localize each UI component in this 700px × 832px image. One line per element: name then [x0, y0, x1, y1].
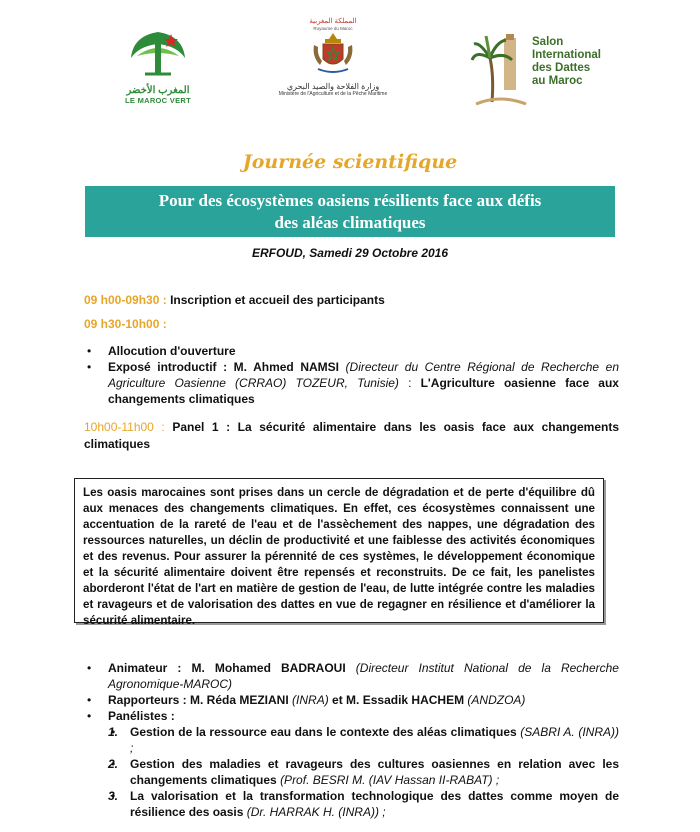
list-item: • Exposé introductif : M. Ahmed NAMSI (Directeur du Centre Régional de Recherche en Agriculture Oasienne (CRRAO) TOZEUR, Tunisie) : L'Agriculture oasienne face aux changements climatiques	[84, 359, 619, 407]
panelists-label: Panélistes :	[108, 709, 175, 723]
slot-registration	[84, 293, 385, 307]
list-item: • Allocution d'ouverture	[84, 343, 619, 359]
keynote-lead: Exposé introductif : M. Ahmed NAMSI	[108, 360, 339, 374]
opening-list	[84, 343, 619, 407]
royaume-latin: Royaume du Maroc	[313, 26, 353, 31]
list-item: • Rapporteurs : M. Réda MEZIANI (INRA) et M. Essadik HACHEM (ANDZOA)	[84, 692, 619, 708]
salon-dattes-text: Salon International des Dattes au Maroc	[532, 36, 602, 87]
royaume-arabic: المملكة المغربية	[309, 18, 357, 25]
maroc-vert-logo	[118, 26, 198, 116]
coat-of-arms-icon	[310, 31, 356, 75]
keynote-topic: L'Agriculture oasienne face aux changements climatiques	[108, 376, 619, 406]
salon-dattes-logo	[470, 32, 620, 112]
moderator-lead: Animateur : M. Mohamed BADRAOUI	[108, 661, 346, 675]
panel-abstract-box: Les oasis marocaines sont prises dans un cercle de dégradation et de perte d'équilibre dû aux menaces des changements climatiques. En effet, ces écosystèmes connaissent une accentuation de la rareté de l'eau et de l'assèchement des nappes, une dégradation des ressources naturelles, un déclin de productivité et une faiblesse des activités économiques et des revenus. Pour assurer la pérennité de ces systèmes, le développement économique et la sécurité alimentaire doivent être repensés et reconstruits. De ce fait, les panelistes aborderont l'état de l'art en matière de gestion de l'eau, de lutte intégrée contre les maladies et ravageurs et de valorisation des dattes en vue de regagner en résilience et d'améliorer la sécurité alimentaire.	[74, 478, 604, 623]
maroc-vert-latin: LE MAROC VERT	[125, 96, 191, 105]
event-type-heading: Journée scientifique	[242, 151, 458, 173]
panel-title: Panel 1 : La sécurité alimentaire dans les oasis face aux changements climatiques	[84, 420, 619, 451]
slot-opening	[84, 317, 167, 331]
panel-details-list	[84, 660, 619, 820]
list-item	[84, 660, 619, 692]
title-line-2: des aléas climatiques	[274, 213, 426, 232]
date-location: ERFOUD, Samedi 29 Octobre 2016	[251, 246, 449, 260]
slot-label: Inscription et accueil des participants	[170, 293, 385, 307]
ministry-logo	[268, 18, 398, 118]
palm-tree-icon	[470, 32, 532, 106]
ministry-arabic: وزارة الفلاحة والصيد البحري	[286, 82, 380, 91]
title-line-1: Pour des écosystèmes oasiens résilients face aux défis	[158, 191, 542, 210]
logo-bar	[0, 18, 700, 113]
slot-time: 10h00-11h00 :	[84, 420, 165, 434]
maroc-vert-arabic: المغرب الأخضر	[126, 85, 190, 96]
panelist-item: • 2. Gestion des maladies et ravageurs des cultures oasiennes en relation avec les changements climatiques (Prof. BESRI M. (IAV Hassan II-RABAT) ;	[108, 756, 619, 788]
panel-1-heading	[84, 419, 619, 453]
list-item	[84, 708, 619, 820]
maroc-vert-emblem-icon	[127, 26, 189, 78]
panelist-item: • 3. La valorisation et la transformation technologique des dattes comme moyen de résilience des oasis (Dr. HARRAK H. (INRA)) ;	[108, 788, 619, 820]
slot-time: 09 h00-09h30 :	[84, 293, 167, 307]
slot-time: 09 h30-10h00 :	[84, 317, 167, 331]
keynote-affiliation: (Directeur du Centre Régional de Recherche en Agriculture Oasienne (CRRAO) TOZEUR, Tunisie)	[108, 360, 619, 390]
title-banner	[85, 186, 615, 237]
panelist-item: • 1. Gestion de la ressource eau dans le contexte des aléas climatiques (SABRI A. (INRA)) ;	[108, 724, 619, 756]
ministry-latin: Ministère de l'Agriculture et de la Pêche Maritime	[278, 91, 388, 97]
rapporteurs-lead: Rapporteurs : M. Réda MEZIANI	[108, 693, 289, 707]
panelists-list	[108, 724, 619, 820]
moderator-affiliation: (Directeur Institut National de la Recherche Agronomique-MAROC)	[108, 661, 619, 691]
